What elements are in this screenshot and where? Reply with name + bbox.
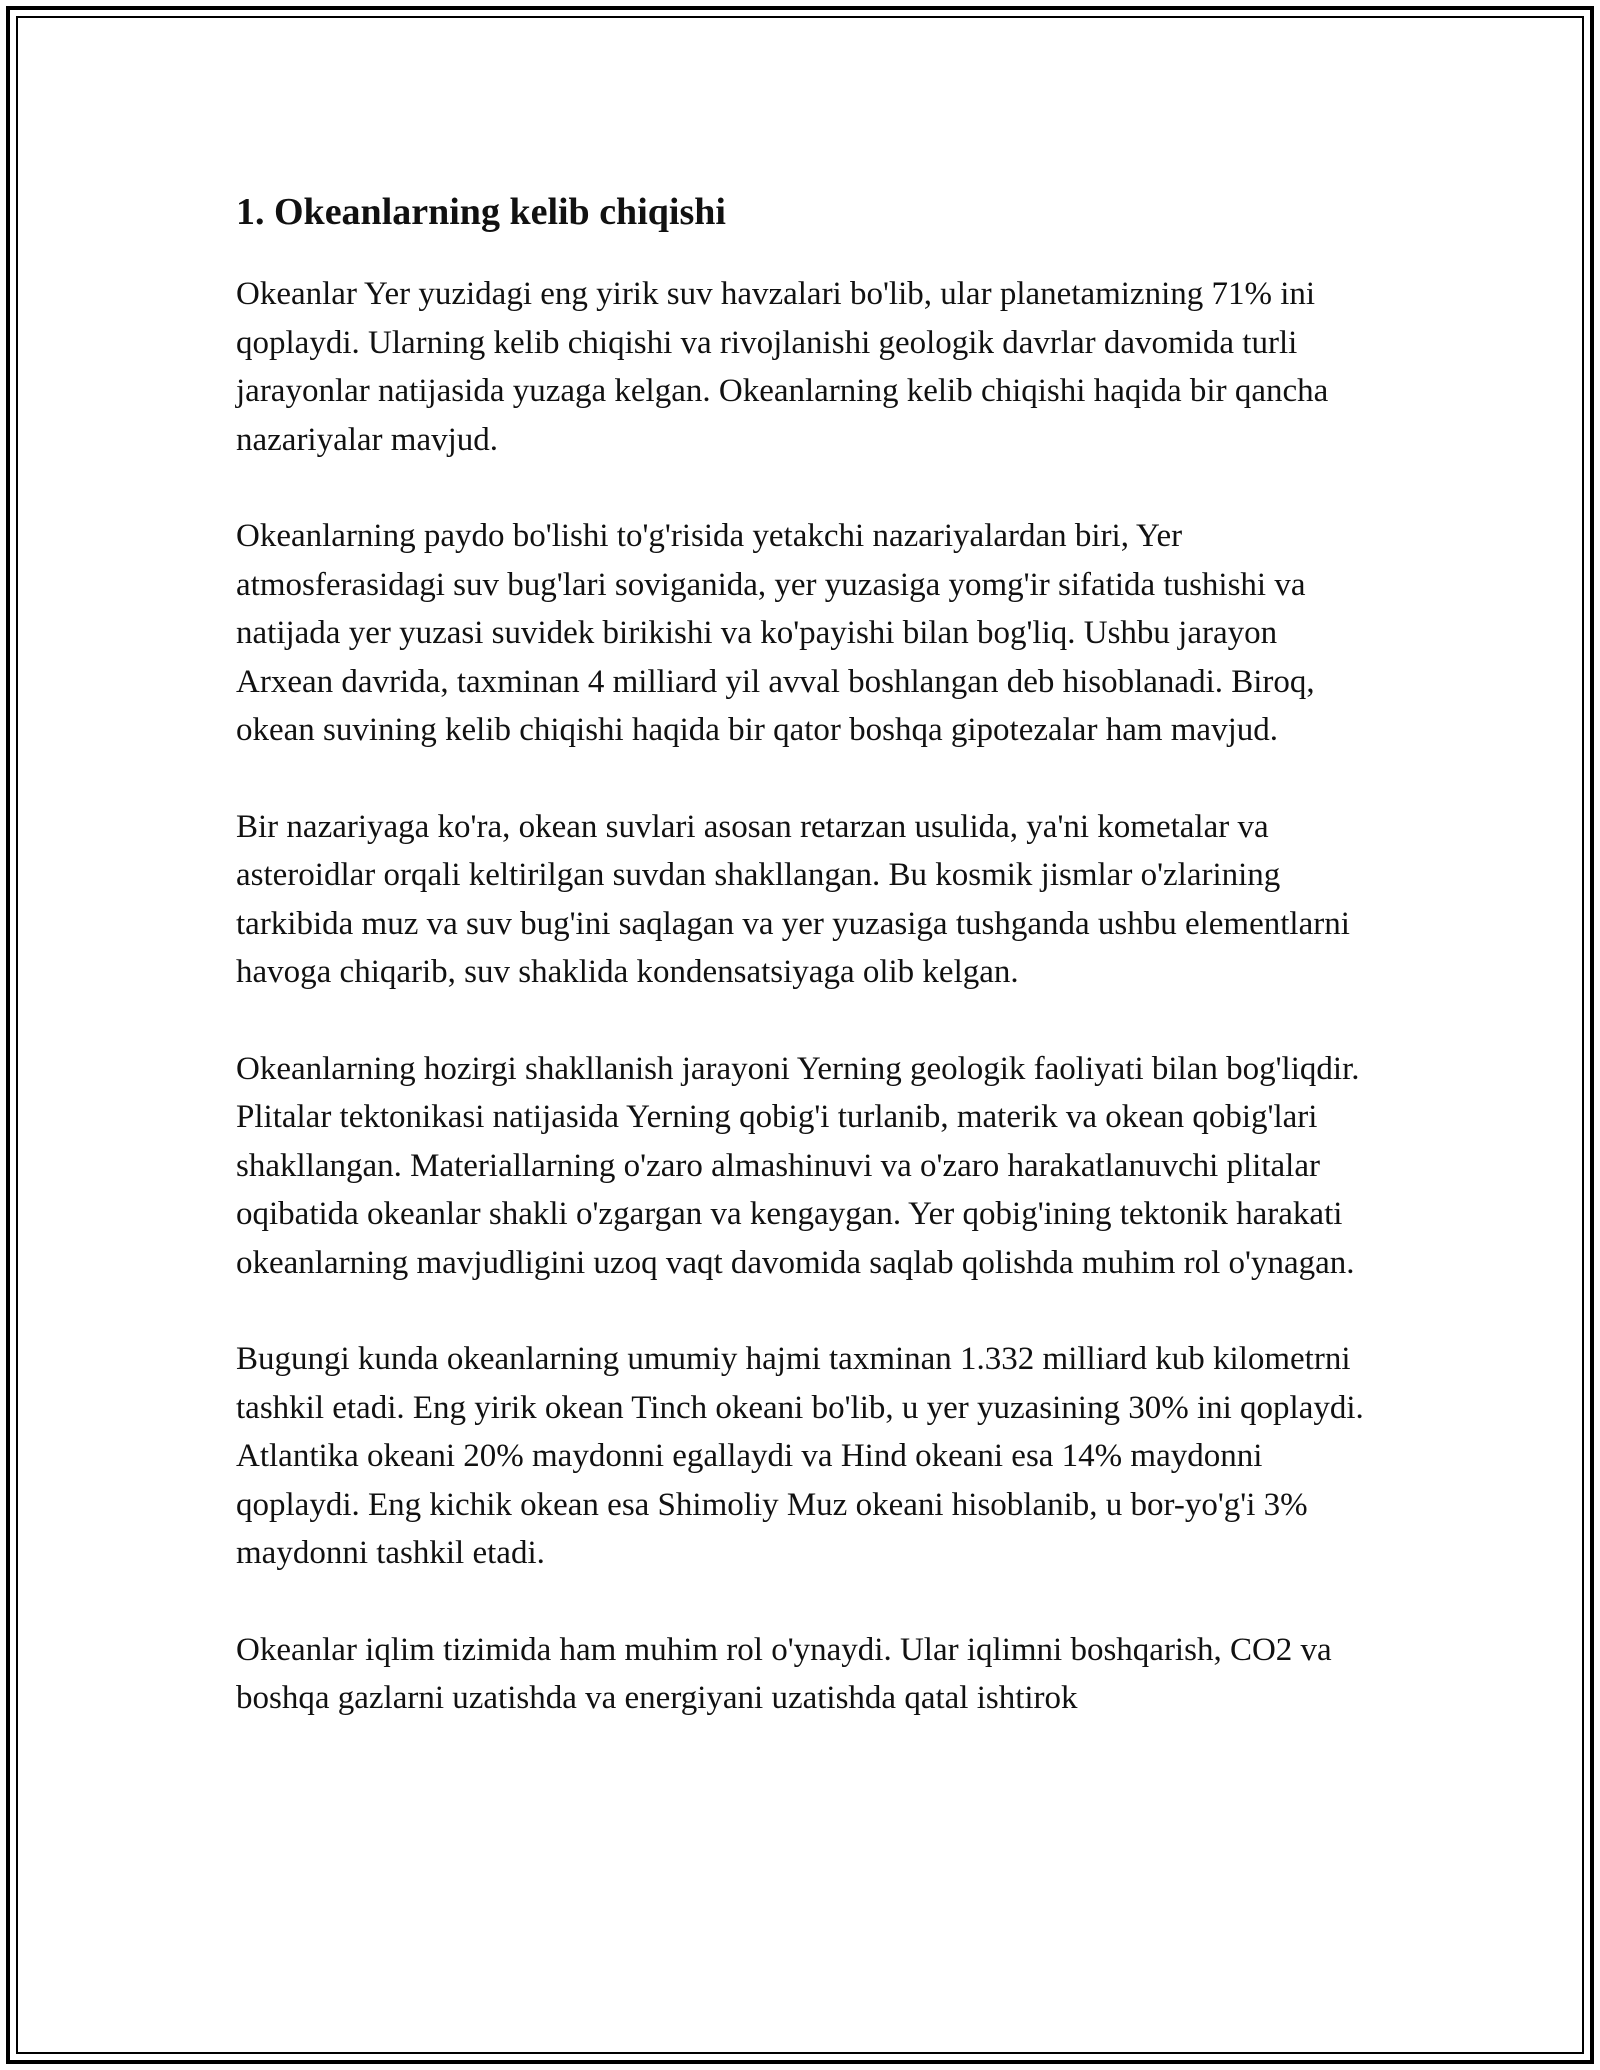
paragraph-2: Okeanlarning paydo bo'lishi to'g'risida yetakchi nazariyalardan biri, Yer atmosferasidagi suv bug'lari soviganida, yer yuzasiga yomg'ir sifatida tushishi va natijada yer yuzasi suvidek birikishi va ko'payishi bilan bog'liq. Ushbu jarayon Arxean davrida, taxminan 4 milliard yil avval boshlangan deb hisoblanadi. Biroq, okean suvining kelib chiqishi haqida bir qator boshqa gipotezalar ham mavjud. <box>236 518 1315 748</box>
paragraph-1: Okeanlar Yer yuzidagi eng yirik suv havzalari bo'lib, ular planetamizning 71% ini qoplaydi. Ularning kelib chiqishi va rivojlanishi geologik davrlar davomida turli jarayonlar natijasida yuzaga kelgan. Okeanlarning kelib chiqishi haqida bir qancha nazariyalar mavjud. <box>236 276 1329 458</box>
paragraph-3: Bir nazariyaga ko'ra, okean suvlari asosan retarzan usulida, ya'ni kometalar va asteroidlar orqali keltirilgan suvdan shakllangan. Bu kosmik jismlar o'zlarining tarkibida muz va suv bug'ini saqlagan va yer yuzasiga tushganda ushbu elementlarni havoga chiqarib, suv shaklida kondensatsiyaga olib kelgan. <box>236 808 1350 990</box>
document-body <box>236 186 1366 1771</box>
paragraph-4: Okeanlarning hozirgi shakllanish jarayoni Yerning geologik faoliyati bilan bog'liqdir. Plitalar tektonikasi natijasida Yerning qobig'i turlanib, materik va okean qobig'lari shakllangan. Materiallarning o'zaro almashinuvi va o'zaro harakatlanuvchi plitalar oqibatida okeanlar shakli o'zgargan va kengaygan. Yer qobig'ining tektonik harakati okeanlarning mavjudligini uzoq vaqt davomida saqlab qolishda muhim rol o'ynagan. <box>236 1050 1360 1281</box>
paragraph-5: Bugungi kunda okeanlarning umumiy hajmi taxminan 1.332 milliard kub kilometrni tashkil etadi. Eng yirik okean Tinch okeani bo'lib, u yer yuzasining 30% ini qoplaydi. Atlantika okeani 20% maydonni egallaydi va Hind okeani esa 14% maydonni qoplaydi. Eng kichik okean esa Shimoliy Muz okeani hisoblanib, u bor-yo'g'i 3% maydonni tashkil etadi. <box>236 1341 1364 1571</box>
section-heading: 1. Okeanlarning kelib chiqishi <box>236 191 726 233</box>
paragraph-6: Okeanlar iqlim tizimida ham muhim rol o'ynaydi. Ular iqlimni boshqarish, CO2 va boshqa gazlarni uzatishda va energiyani uzatishda qatal ishtirok <box>236 1631 1332 1716</box>
